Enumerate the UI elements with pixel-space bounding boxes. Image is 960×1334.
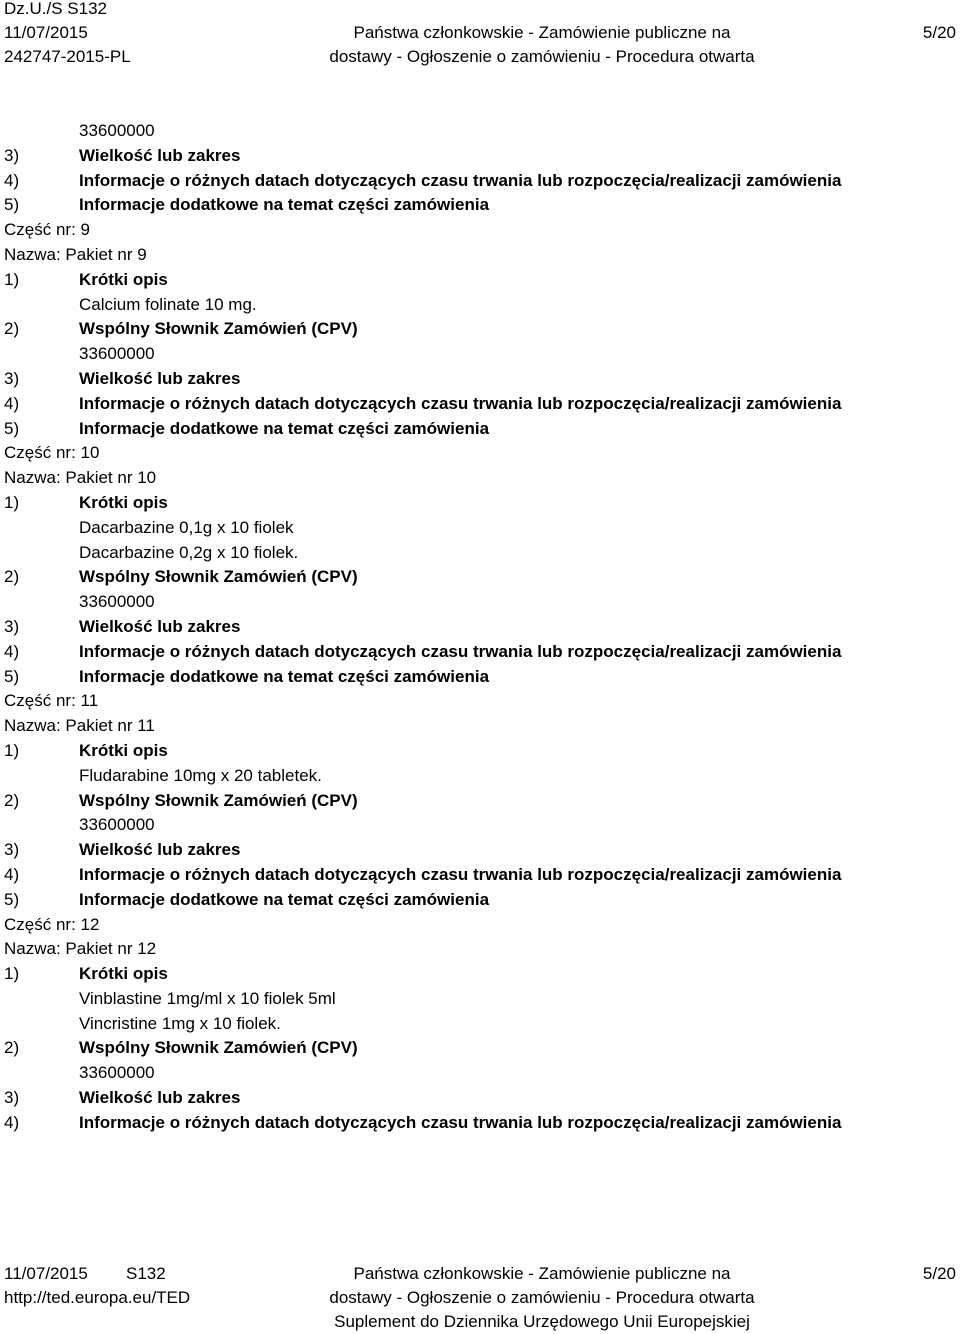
section-number: 3)	[4, 840, 20, 860]
section-heading	[0, 392, 960, 417]
section-title: Krótki opis	[79, 492, 168, 512]
section-title: Wielkość lub zakres	[79, 368, 241, 388]
section-value-text: 33600000	[79, 121, 155, 140]
section-heading	[0, 144, 960, 169]
section-title: Informacje o różnych datach dotyczących czasu trwania lub rozpoczęcia/realizacji zamówienia	[79, 170, 842, 190]
footer-series: S132	[126, 1264, 166, 1283]
section-title: Informacje o różnych datach dotyczących czasu trwania lub rozpoczęcia/realizacji zamówienia	[79, 1112, 842, 1132]
header-date: 11/07/2015	[4, 23, 88, 42]
section-heading	[0, 367, 960, 392]
footer-date: 11/07/2015	[4, 1264, 88, 1283]
section-value	[0, 813, 960, 838]
lot-info-line	[0, 714, 960, 739]
section-heading	[0, 565, 960, 590]
section-value-text: 33600000	[79, 1063, 155, 1083]
section-number: 3)	[4, 368, 20, 388]
section-heading	[0, 1111, 960, 1136]
header-title-line2: dostawy - Ogłoszenie o zamówieniu - Procedura otwarta	[329, 47, 755, 66]
section-heading	[0, 317, 960, 342]
section-value	[0, 119, 960, 144]
section-value-text: 33600000	[79, 344, 155, 364]
section-title: Informacje dodatkowe na temat części zamówienia	[79, 418, 490, 438]
section-number: 4)	[4, 170, 20, 190]
section-value-text: Fludarabine 10mg x 20 tabletek.	[79, 765, 322, 785]
footer-title-line1: Państwa członkowskie - Zamówienie publiczne na	[353, 1264, 731, 1283]
section-heading	[0, 491, 960, 516]
lot-info-line	[0, 218, 960, 243]
section-value-text: 33600000	[79, 592, 155, 612]
section-title: Informacje o różnych datach dotyczących czasu trwania lub rozpoczęcia/realizacji zamówienia	[79, 641, 842, 661]
section-value	[0, 293, 960, 318]
section-number: 2)	[4, 319, 20, 339]
header-title-line1: Państwa członkowskie - Zamówienie publiczne na	[353, 23, 731, 42]
section-heading	[0, 863, 960, 888]
section-value	[0, 1061, 960, 1086]
section-heading	[0, 193, 960, 218]
section-heading	[0, 962, 960, 987]
header-doc-ref: Dz.U./S S132	[4, 0, 107, 18]
section-number: 5)	[4, 666, 20, 686]
section-number: 1)	[4, 964, 20, 984]
section-heading	[0, 665, 960, 690]
section-number: 4)	[4, 393, 20, 413]
section-number: 4)	[4, 641, 20, 661]
section-title: Wielkość lub zakres	[79, 1088, 241, 1108]
section-number: 5)	[4, 195, 20, 215]
section-heading	[0, 1086, 960, 1111]
section-number: 1)	[4, 269, 20, 289]
page-header	[0, 0, 960, 80]
section-value-text: Calcium folinate 10 mg.	[79, 294, 257, 314]
lot-info-line	[0, 466, 960, 491]
lot-info-line	[0, 689, 960, 714]
section-title: Krótki opis	[79, 269, 168, 289]
lot-info-text: Część nr: 10	[4, 443, 100, 463]
section-title: Wspólny Słownik Zamówień (CPV)	[79, 567, 358, 587]
section-value	[0, 342, 960, 367]
section-value-text: Vinblastine 1mg/ml x 10 fiolek 5ml	[79, 988, 336, 1008]
section-heading	[0, 615, 960, 640]
section-value	[0, 764, 960, 789]
section-number: 5)	[4, 418, 20, 438]
section-heading	[0, 789, 960, 814]
lot-info-text: Nazwa: Pakiet nr 12	[4, 939, 157, 959]
section-number: 4)	[4, 1112, 20, 1132]
section-value-text: Vincristine 1mg x 10 fiolek.	[79, 1013, 281, 1033]
header-page-number: 5/20	[922, 23, 956, 42]
section-number: 1)	[4, 740, 20, 760]
section-number: 1)	[4, 492, 20, 512]
footer-title-line3: Suplement do Dziennika Urzędowego Unii Europejskiej	[334, 1312, 750, 1331]
lot-info-text: Nazwa: Pakiet nr 11	[4, 716, 155, 736]
lot-info-line	[0, 937, 960, 962]
header-notice-id: 242747-2015-PL	[4, 47, 131, 66]
section-value-text: Dacarbazine 0,1g x 10 fiolek	[79, 517, 294, 537]
lot-info-line	[0, 913, 960, 938]
section-number: 3)	[4, 616, 20, 636]
section-title: Informacje dodatkowe na temat części zamówienia	[79, 889, 490, 909]
section-value	[0, 590, 960, 615]
lot-info-text: Część nr: 12	[4, 914, 100, 934]
section-value	[0, 987, 960, 1012]
section-heading	[0, 417, 960, 442]
section-heading	[0, 888, 960, 913]
lot-info-text: Nazwa: Pakiet nr 10	[4, 468, 157, 488]
section-number: 5)	[4, 889, 20, 909]
footer-url[interactable]: http://ted.europa.eu/TED	[4, 1288, 191, 1307]
section-title: Krótki opis	[79, 740, 168, 760]
lot-info-text: Nazwa: Pakiet nr 9	[4, 244, 147, 264]
section-title: Wielkość lub zakres	[79, 616, 241, 636]
section-heading	[0, 640, 960, 665]
section-title: Informacje o różnych datach dotyczących czasu trwania lub rozpoczęcia/realizacji zamówienia	[79, 393, 842, 413]
section-title: Wspólny Słownik Zamówień (CPV)	[79, 790, 358, 810]
section-title: Wspólny Słownik Zamówień (CPV)	[79, 319, 358, 339]
lot-info-line	[0, 441, 960, 466]
section-heading	[0, 1036, 960, 1061]
section-number: 2)	[4, 790, 20, 810]
section-heading	[0, 169, 960, 194]
lot-info-text: Część nr: 9	[4, 220, 90, 240]
section-heading	[0, 268, 960, 293]
section-title: Informacje o różnych datach dotyczących czasu trwania lub rozpoczęcia/realizacji zamówienia	[79, 864, 842, 884]
section-title: Informacje dodatkowe na temat części zamówienia	[79, 195, 490, 215]
section-title: Informacje dodatkowe na temat części zamówienia	[79, 666, 490, 686]
section-value	[0, 541, 960, 566]
section-title: Krótki opis	[79, 964, 168, 984]
section-heading	[0, 739, 960, 764]
section-title: Wielkość lub zakres	[79, 145, 241, 165]
section-value	[0, 516, 960, 541]
section-number: 2)	[4, 1038, 20, 1058]
section-value-text: Dacarbazine 0,2g x 10 fiolek.	[79, 542, 299, 562]
section-number: 3)	[4, 1088, 20, 1108]
section-value	[0, 1012, 960, 1037]
section-value-text: 33600000	[79, 815, 155, 835]
section-title: Wspólny Słownik Zamówień (CPV)	[79, 1038, 358, 1058]
section-number: 3)	[4, 145, 20, 165]
section-number: 4)	[4, 864, 20, 884]
footer-page-number: 5/20	[922, 1264, 956, 1283]
footer-title-line2: dostawy - Ogłoszenie o zamówieniu - Procedura otwarta	[329, 1288, 755, 1307]
document-body	[0, 119, 960, 1136]
section-title: Wielkość lub zakres	[79, 840, 241, 860]
lot-info-line	[0, 243, 960, 268]
lot-info-text: Część nr: 11	[4, 691, 99, 711]
page-footer	[0, 1262, 960, 1334]
section-number: 2)	[4, 567, 20, 587]
section-heading	[0, 838, 960, 863]
